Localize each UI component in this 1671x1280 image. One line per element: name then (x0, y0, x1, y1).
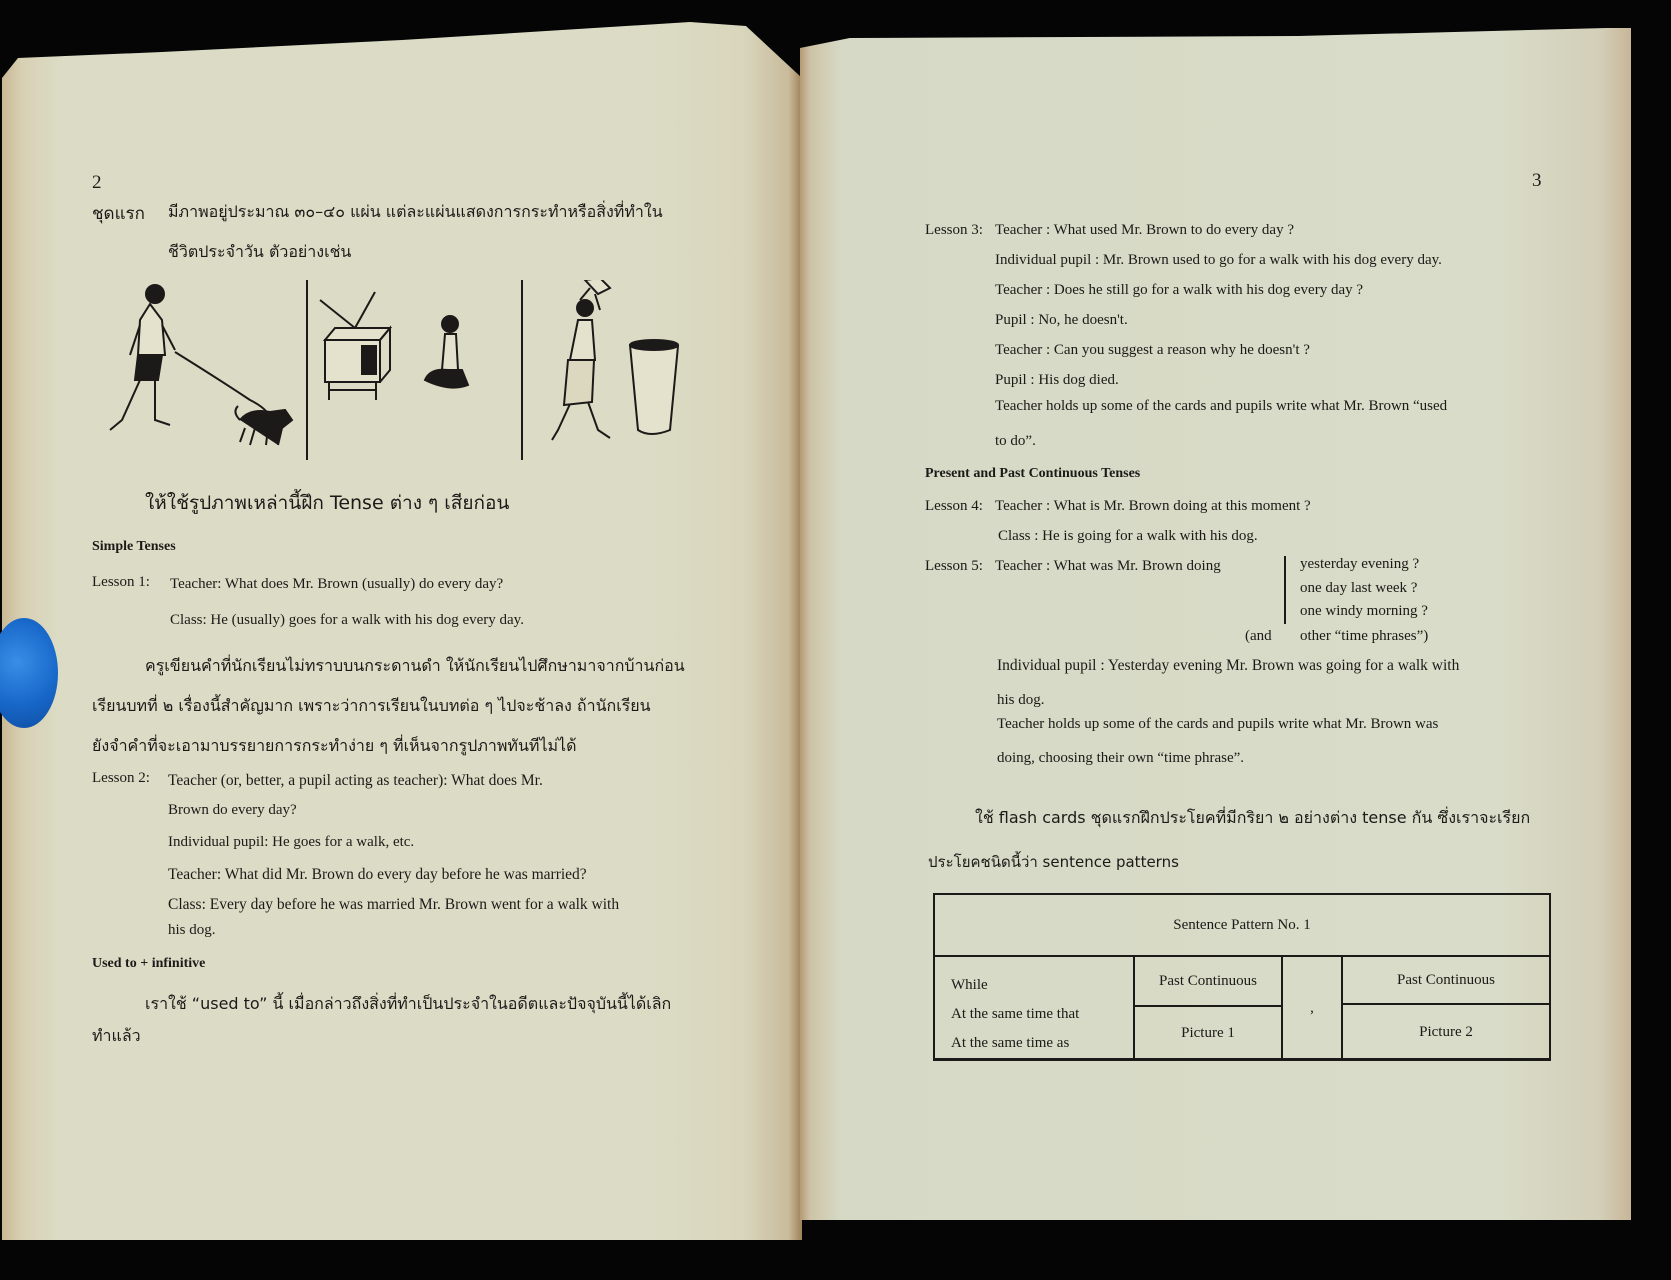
lesson2-line-2: Brown do every day? (168, 802, 297, 818)
picture2-label: Picture 2 (1419, 1023, 1473, 1040)
lesson3-line-2: Individual pupil : Mr. Brown used to go for a walk with his dog every day. (995, 252, 1442, 268)
intro-label: ชุดแรก (92, 204, 145, 224)
time-phrase-4: other “time phrases”) (1300, 628, 1429, 644)
lesson3-line-8: to do”. (995, 433, 1036, 449)
conjunction-same-time-as: At the same time as (951, 1035, 1070, 1051)
time-phrase-3: one windy morning ? (1300, 603, 1428, 619)
lesson4-class: Class : He is going for a walk with his dog. (998, 528, 1258, 544)
lesson3-line-5: Teacher : Can you suggest a reason why he doesn't ? (995, 342, 1310, 358)
time-phrase-and: (and (1245, 628, 1272, 644)
lesson2-line-5: Class: Every day before he was married Mr. Brown went for a walk with (168, 896, 620, 913)
thai-para-line-1: ครูเขียนคำที่นักเรียนไม่ทราบบนกระดานดำ ให้นักเรียนไปศึกษามาจากบ้านก่อน (145, 656, 685, 675)
lesson2-line-3: Individual pupil: He goes for a walk, etc. (168, 834, 415, 850)
thai-para-line-2: เรียนบทที่ ๒ เรื่องนี้สำคัญมาก เพราะว่าการเรียนในบทต่อ ๆ ไปจะช้าลง ถ้านักเรียน (92, 696, 651, 715)
comma-separator: , (1283, 957, 1343, 1059)
boy-watching-television-illustration (320, 292, 468, 400)
instruction-text: ให้ใช้รูปภาพเหล่านี้ฝึก Tense ต่าง ๆ เสียก่อน (145, 492, 510, 514)
conjunction-while: While (951, 977, 988, 993)
lesson3-line-6: Pupil : His dog died. (995, 372, 1119, 388)
man-bathing-illustration (552, 280, 678, 440)
man-walking-dog-illustration (110, 285, 292, 445)
lesson2-line-6: his dog. (168, 922, 216, 938)
sentence-pattern-table (933, 893, 1551, 1061)
table-title: Sentence Pattern No. 1 (935, 895, 1549, 957)
lesson3-line-7: Teacher holds up some of the cards and pupils write what Mr. Brown “used (995, 398, 1448, 414)
lesson3-line-4: Pupil : No, he doesn't. (995, 312, 1128, 328)
conjunctions-cell (935, 957, 1135, 1059)
section-heading-continuous-tenses: Present and Past Continuous Tenses (925, 466, 1141, 481)
lesson5-teacher2: Teacher holds up some of the cards and pupils write what Mr. Brown was (997, 716, 1439, 732)
flash-cards-para-line-2: ประโยคชนิดนี้ว่า sentence patterns (928, 853, 1179, 871)
used-to-para-line-2: ทำแล้ว (92, 1026, 141, 1045)
intro-line-2: ชีวิตประจำวัน ตัวอย่างเช่น (168, 242, 352, 261)
lesson5-pupil-cont: his dog. (997, 692, 1045, 708)
lesson1-teacher: Teacher: What does Mr. Brown (usually) do every day? (170, 576, 504, 592)
illustrations-strip (100, 280, 720, 460)
lesson4-teacher: Teacher : What is Mr. Brown doing at this moment ? (995, 498, 1311, 514)
intro-line-1: มีภาพอยู่ประมาณ ๓๐–๔๐ แผ่น แต่ละแผ่นแสดงการกระทำหรือสิ่งที่ทำใน (168, 202, 663, 221)
lesson2-line-4: Teacher: What did Mr. Brown do every day before he was married? (168, 866, 587, 883)
time-phrase-bracket (1284, 556, 1286, 624)
used-to-para-line-1: เราใช้ “used to” นี้ เมื่อกล่าวถึงสิ่งที่ทำเป็นประจำในอดีตและปัจจุบันนี้ได้เลิก (145, 994, 672, 1013)
lesson3-line-1: Teacher : What used Mr. Brown to do every day ? (995, 222, 1294, 238)
lesson5-label: Lesson 5: (925, 558, 983, 574)
page-number-right: 3 (1532, 170, 1542, 191)
lesson4-label: Lesson 4: (925, 498, 983, 514)
picture1-label: Picture 1 (1135, 1007, 1283, 1059)
section-heading-used-to: Used to + infinitive (92, 956, 206, 971)
picture1-tense: Past Continuous (1135, 957, 1283, 1007)
lesson5-pupil: Individual pupil : Yesterday evening Mr. Brown was going for a walk with (997, 657, 1460, 674)
lesson1-class: Class: He (usually) goes for a walk with his dog every day. (170, 612, 524, 628)
lesson2-line-1: Teacher (or, better, a pupil acting as teacher): What does Mr. (168, 772, 543, 789)
flash-cards-para-line-1: ใช้ flash cards ชุดแรกฝึกประโยคที่มีกริยา ๒ อย่างต่าง tense กัน ซึ่งเราจะเรียก (975, 808, 1531, 827)
conjunction-same-time-that: At the same time that (951, 1006, 1080, 1022)
lesson1-label: Lesson 1: (92, 574, 150, 590)
lesson5-teacher: Teacher : What was Mr. Brown doing (995, 558, 1221, 574)
section-heading-simple-tenses: Simple Tenses (92, 539, 176, 554)
page-number-left: 2 (92, 172, 102, 193)
time-phrase-1: yesterday evening ? (1300, 556, 1420, 572)
lesson2-label: Lesson 2: (92, 770, 150, 786)
time-phrase-2: one day last week ? (1300, 580, 1418, 596)
lesson5-teacher2-cont: doing, choosing their own “time phrase”. (997, 750, 1245, 766)
lesson3-line-3: Teacher : Does he still go for a walk with his dog every day ? (995, 282, 1364, 298)
picture2-tense: Past Continuous (1343, 957, 1549, 1005)
thai-para-line-3: ยังจำคำที่จะเอามาบรรยายการกระทำง่าย ๆ ที่เห็นจากรูปภาพทันทีไม่ได้ (92, 736, 577, 755)
lesson3-label: Lesson 3: (925, 222, 983, 238)
